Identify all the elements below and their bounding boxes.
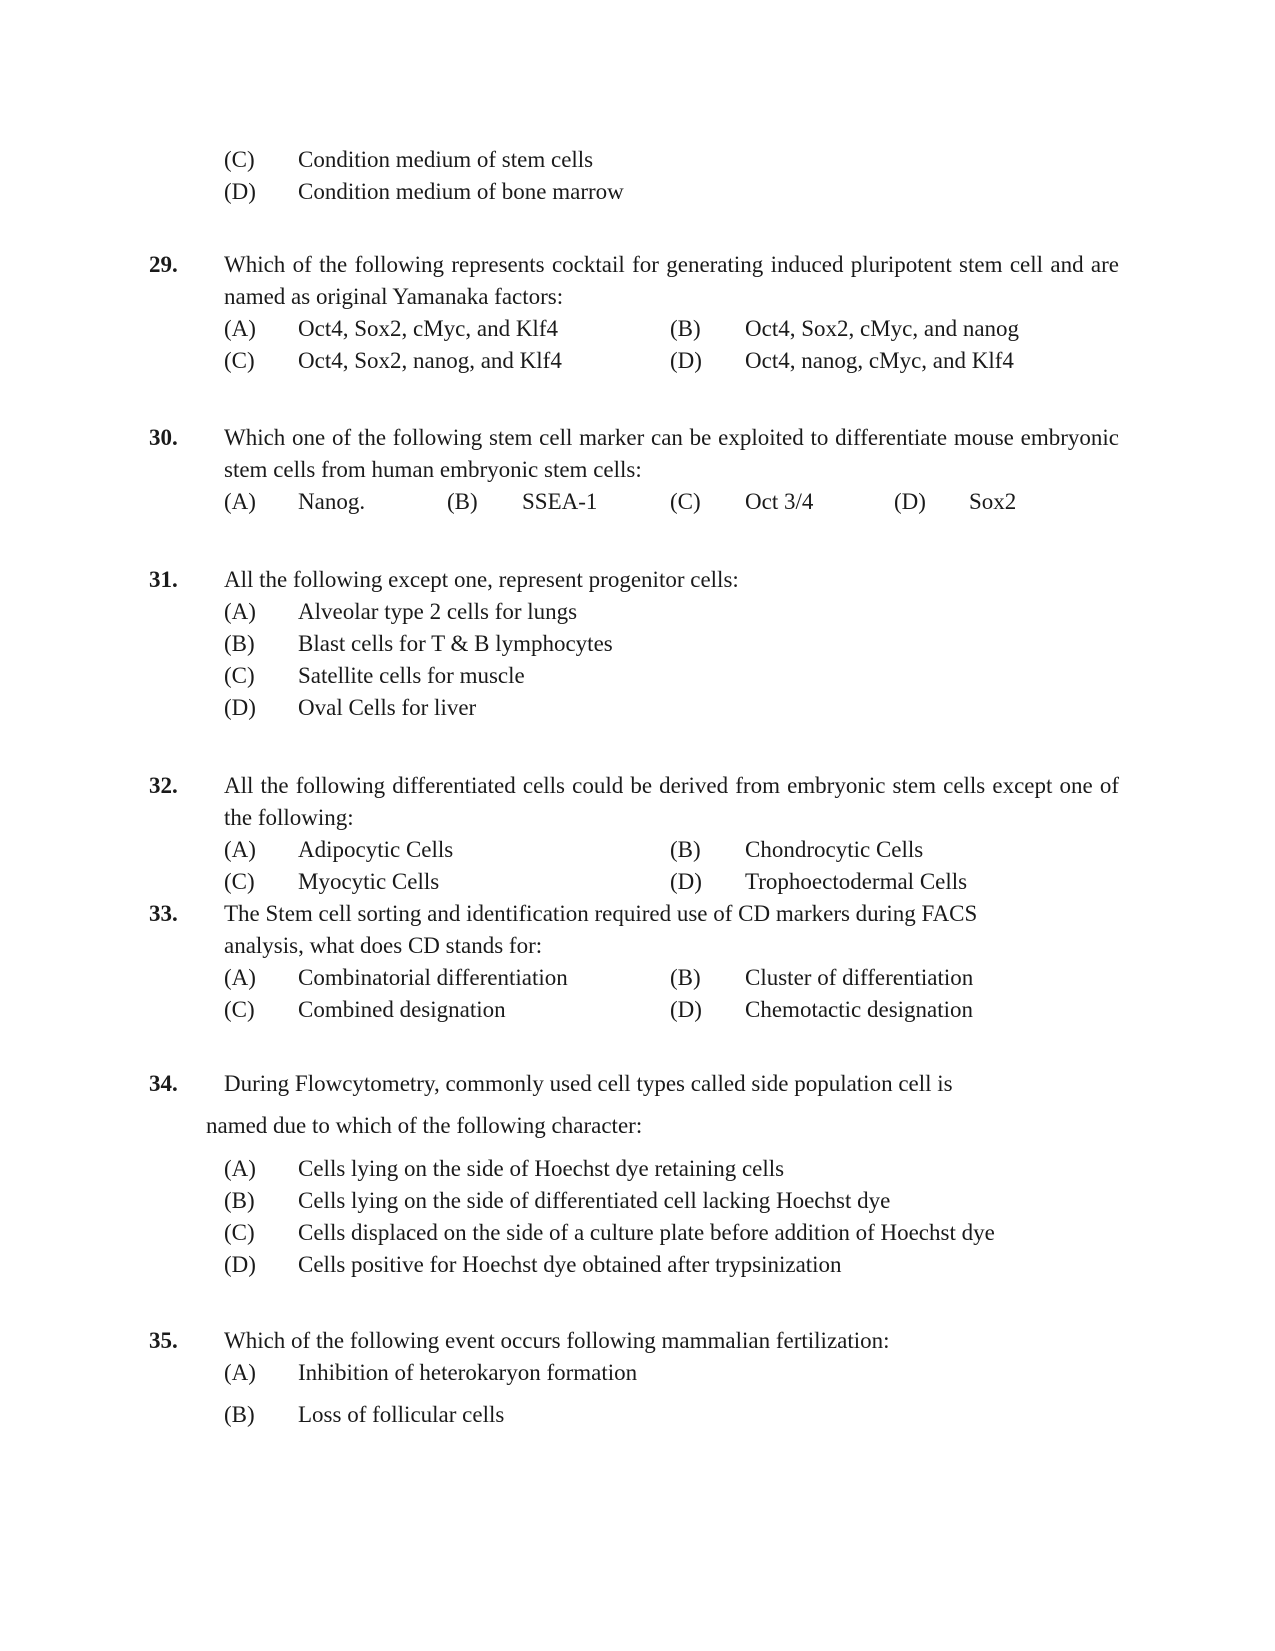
question-text-line (0, 898, 1275, 930)
option-text: Cells displaced on the side of a culture plate before addition of Hoechst dye (298, 1220, 995, 1245)
option-label: (A) (224, 599, 256, 624)
option-text: Oct4, Sox2, cMyc, and Klf4 (298, 316, 558, 341)
option-label: (A) (224, 965, 256, 990)
question-text-line (0, 1068, 1275, 1100)
option-text: Chemotactic designation (745, 997, 974, 1022)
option-label: (D) (670, 869, 702, 894)
option-text: Condition medium of bone marrow (298, 179, 624, 204)
question-text: Which of the following represents cocktail for generating induced pluripotent stem cell and are named as original Yamanaka factors: (224, 252, 1119, 309)
option-row (0, 962, 1275, 994)
option-text: Cells positive for Hoechst dye obtained after trypsinization (298, 1252, 842, 1277)
option-label: (B) (670, 837, 701, 862)
option-row (0, 660, 1275, 692)
question-text-line (0, 930, 1275, 962)
option-label: (C) (224, 147, 255, 172)
option-text: Sox2 (969, 489, 1017, 514)
option-row (0, 1357, 1275, 1389)
question-text: The Stem cell sorting and identification required use of CD markers during FACS (224, 901, 978, 926)
question-number: 31. (149, 567, 178, 592)
option-row (0, 628, 1275, 660)
question-number: 34. (149, 1071, 178, 1096)
option-text: Oct4, Sox2, cMyc, and nanog (745, 316, 1020, 341)
option-text: Alveolar type 2 cells for lungs (298, 599, 578, 624)
option-row (0, 313, 1275, 345)
question-text-line (0, 1110, 1275, 1142)
option-text: Blast cells for T & B lymphocytes (298, 631, 613, 656)
option-text: Inhibition of heterokaryon formation (298, 1360, 638, 1385)
option-text: SSEA-1 (522, 489, 598, 514)
option-row (0, 1249, 1275, 1281)
question-number: 30. (149, 425, 178, 450)
option-label: (D) (894, 489, 926, 514)
question-text: Which of the following event occurs following mammalian fertilization: (224, 1328, 890, 1353)
option-label: (A) (224, 1156, 256, 1181)
option-row (0, 866, 1275, 898)
option-text: Condition medium of stem cells (298, 147, 594, 172)
option-text: Oct 3/4 (745, 489, 814, 514)
option-text: Cells lying on the side of differentiated cell lacking Hoechst dye (298, 1188, 891, 1213)
option-label: (C) (224, 348, 255, 373)
option-text: Nanog. (298, 489, 366, 514)
option-label: (A) (224, 316, 256, 341)
question-number: 33. (149, 901, 178, 926)
option-label: (D) (224, 1252, 256, 1277)
option-row (0, 834, 1275, 866)
option-label: (C) (224, 997, 255, 1022)
option-label: (B) (447, 489, 478, 514)
option-label: (A) (224, 489, 256, 514)
question-number: 29. (149, 252, 178, 277)
option-label: (B) (670, 316, 701, 341)
option-label: (C) (224, 1220, 255, 1245)
question-text: All the following except one, represent progenitor cells: (224, 567, 739, 592)
option-label: (A) (224, 837, 256, 862)
option-text: Oval Cells for liver (298, 695, 477, 720)
question-text: All the following differentiated cells could be derived from embryonic stem cells except one of the following: (224, 773, 1119, 830)
option-row (0, 596, 1275, 628)
option-label: (B) (670, 965, 701, 990)
option-text: Loss of follicular cells (298, 1402, 505, 1427)
option-label: (D) (224, 179, 256, 204)
question-number: 35. (149, 1328, 178, 1353)
option-row (0, 1217, 1275, 1249)
option-text: Cells lying on the side of Hoechst dye retaining cells (298, 1156, 785, 1181)
option-label: (D) (670, 348, 702, 373)
option-label: (B) (224, 1402, 255, 1427)
option-label: (B) (224, 631, 255, 656)
option-text: Combined designation (298, 997, 506, 1022)
option-text: Adipocytic Cells (298, 837, 454, 862)
option-label: (D) (224, 695, 256, 720)
option-text: Trophoectodermal Cells (745, 869, 968, 894)
option-text: Oct4, Sox2, nanog, and Klf4 (298, 348, 562, 373)
option-label: (C) (224, 869, 255, 894)
option-row (0, 176, 1275, 208)
option-row (0, 1185, 1275, 1217)
question-text: analysis, what does CD stands for: (224, 933, 543, 958)
option-row (0, 345, 1275, 377)
option-label: (C) (224, 663, 255, 688)
question-number: 32. (149, 773, 178, 798)
option-label: (C) (670, 489, 701, 514)
option-row (0, 1399, 1275, 1431)
question-text: Which one of the following stem cell marker can be exploited to differentiate mouse embryonic stem cells from human embryonic stem cells: (224, 425, 1119, 482)
option-row (0, 994, 1275, 1026)
option-label: (B) (224, 1188, 255, 1213)
option-text: Combinatorial differentiation (298, 965, 568, 990)
option-text: Myocytic Cells (298, 869, 440, 894)
question-text: named due to which of the following character: (206, 1113, 643, 1138)
option-label: (D) (670, 997, 702, 1022)
question-text: During Flowcytometry, commonly used cell types called side population cell is (224, 1071, 953, 1096)
option-label: (A) (224, 1360, 256, 1385)
option-text: Cluster of differentiation (745, 965, 974, 990)
option-row (0, 144, 1275, 176)
option-text: Satellite cells for muscle (298, 663, 525, 688)
option-row (0, 1153, 1275, 1185)
option-text: Oct4, nanog, cMyc, and Klf4 (745, 348, 1014, 373)
option-row (0, 486, 1275, 518)
option-row (0, 692, 1275, 724)
option-text: Chondrocytic Cells (745, 837, 924, 862)
